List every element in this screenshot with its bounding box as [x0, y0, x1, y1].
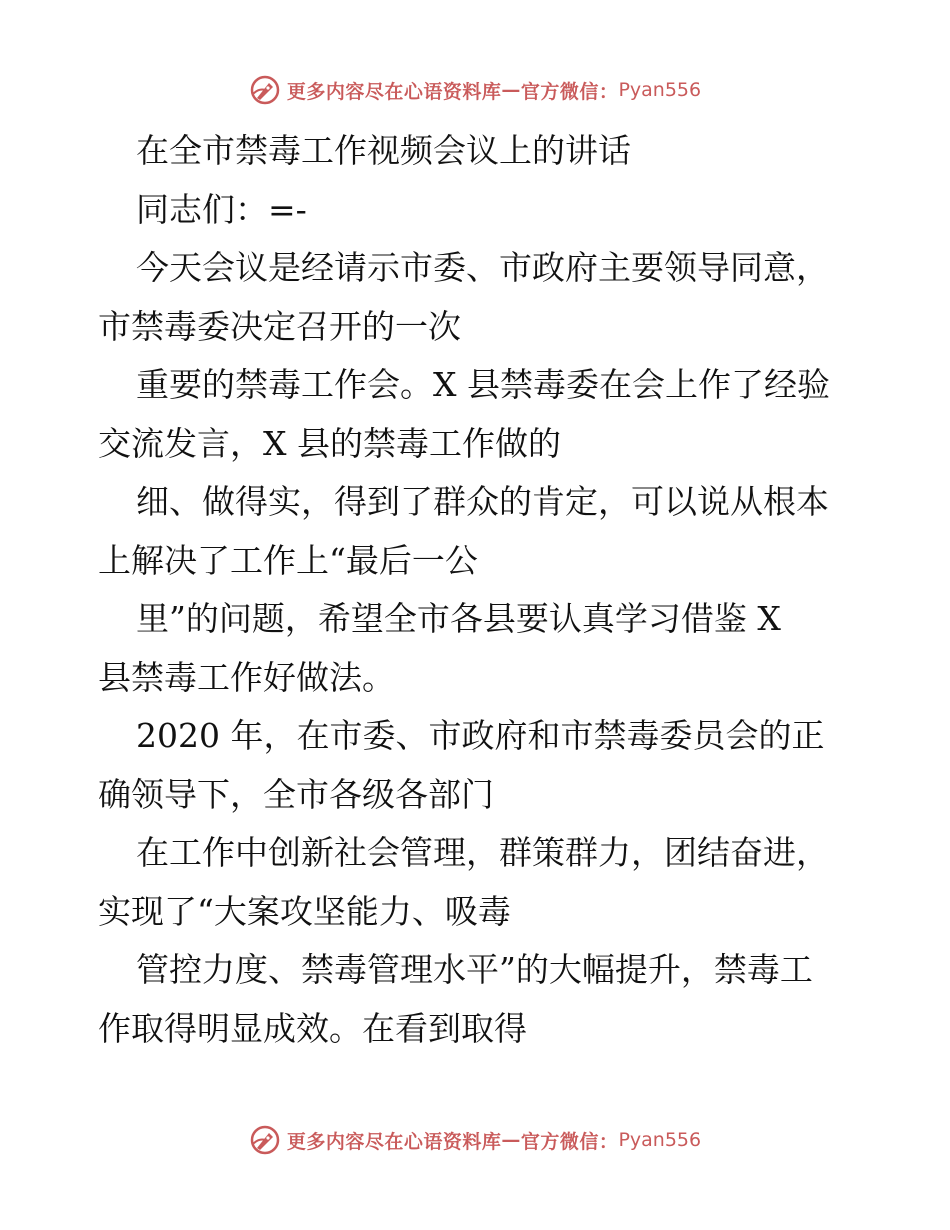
document-line: 上解决了工作上“最后一公 [98, 540, 478, 580]
document-line: 确领导下，全市各级各部门 [98, 774, 494, 814]
document-line: 重要的禁毒工作会。X 县禁毒委在会上作了经验 [136, 365, 830, 404]
watermark-banner-top [0, 70, 950, 110]
document-line: 2020 年，在市委、市政府和市禁毒委员会的正 [136, 716, 825, 755]
watermark-dash: — [501, 1129, 521, 1151]
document-line: 县禁毒工作好做法。 [98, 657, 395, 697]
document-line: 在工作中创新社会管理，群策群力，团结奋进， [136, 833, 829, 872]
pen-nib-circle-icon [249, 1124, 281, 1156]
document-line: 管控力度、禁毒管理水平”的大幅提升，禁毒工 [136, 950, 813, 989]
watermark-official: 官方微信： [520, 1130, 619, 1153]
document-line: 实现了“大案攻坚能力、吸毒 [98, 891, 511, 931]
watermark-dash: — [501, 79, 521, 101]
document-line: 细、做得实，得到了群众的肯定，可以说从根本 [136, 482, 829, 521]
pen-nib-circle-icon [249, 74, 281, 106]
document-line: 市禁毒委决定召开的一次 [98, 306, 461, 346]
document-title: 在全市禁毒工作视频会议上的讲话 [136, 131, 631, 170]
document-line: 同志们：=- [136, 189, 307, 229]
watermark-banner-bottom [0, 1120, 950, 1160]
watermark-wechat-id: Pyan556 [618, 79, 702, 101]
document-line: 今天会议是经请示市委、市政府主要领导同意， [136, 248, 829, 287]
watermark-wechat-id: Pyan556 [618, 1129, 702, 1151]
document-line: 里”的问题，希望全市各县要认真学习借鉴 X [136, 599, 781, 638]
document-body [98, 122, 868, 1058]
document-line: 作取得明显成效。在看到取得 [98, 1008, 527, 1048]
document-line: 交流发言，X 县的禁毒工作做的 [98, 423, 561, 463]
watermark-official: 官方微信： [520, 80, 619, 103]
watermark-text: 更多内容尽在心语资料库 [286, 1130, 502, 1153]
watermark-text: 更多内容尽在心语资料库 [286, 80, 502, 103]
